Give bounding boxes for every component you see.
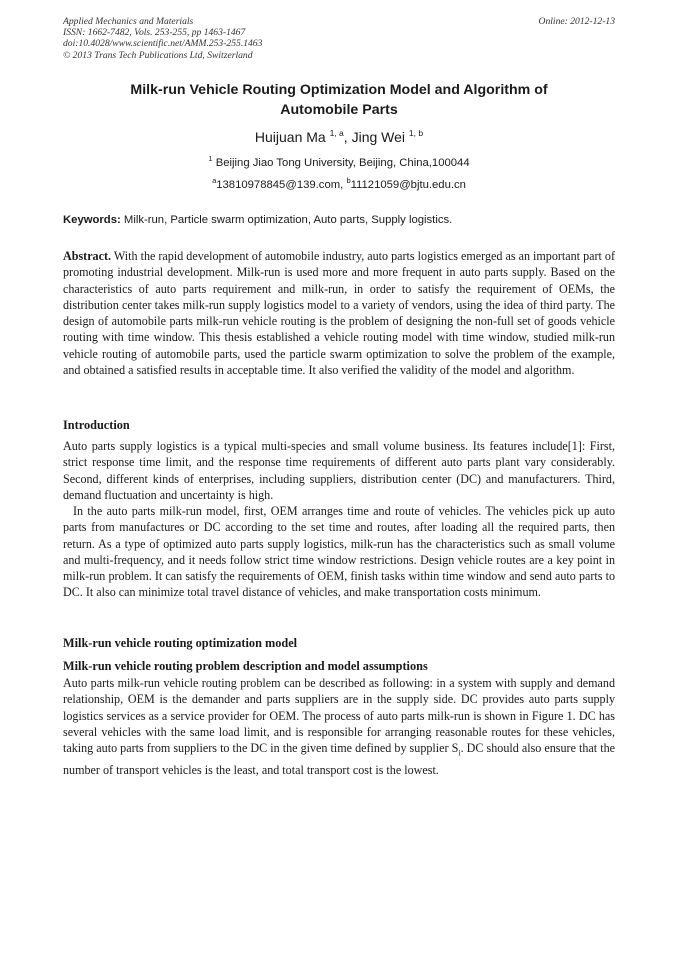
author-emails [63,178,615,192]
author-name: Huijuan Ma [254,129,326,145]
keywords [63,213,615,227]
affiliation-superscript: 1 [208,154,213,163]
paragraph: Auto parts supply logistics is a typical multi-species and small volume business. Its features include[1]: First, strict response time limit, and the response time requirements of different auto parts plant vary considerably. Second, different kinds of enterprises, including suppliers, distribution center (DC) and manufacturers. Third, demand fluctuation and uncertainty is high. [63,439,615,502]
citation-block [63,16,615,61]
author-name: Jing Wei [351,129,406,145]
email-superscript: b [346,176,351,185]
abstract [63,248,615,378]
subscript: i [458,748,461,758]
journal-header [63,16,615,61]
email-link[interactable]: 13810978845@139.com [216,179,341,191]
title-line-2: Automobile Parts [280,101,398,118]
email-superscript: a [212,176,217,185]
section-heading-model: Milk-run vehicle routing optimization model [63,636,298,650]
author-superscript: 1, a [329,128,344,138]
subsection-heading: Milk-run vehicle routing problem description and model assumptions [63,659,428,673]
journal-name: Applied Mechanics and Materials [63,16,194,27]
paper-title [63,81,615,120]
paragraph-text: . DC should also ensure that the number of transport vehicles is the least, and total transport cost is the lowest. [63,741,615,777]
email-separator: , [340,179,347,191]
abstract-text: With the rapid development of automobile industry, auto parts logistics emerged as an important part of promoting industrial development. Milk-run is used more and more frequent in auto parts supply. Based on the characteristics of auto parts requirement and milk-run, in order to satisfy the requirement of OEMs, the distribution center takes milk-run supply logistics model to a variety of vendors, using the idea of third party. The design of automobile parts milk-run vehicle routing is the problem of designing the non-full set of goods vehicle routing with time window. This thesis established a vehicle routing model with time window, studied milk-run vehicle routing of automobile parts, used the particle swarm optimization to solve the problem of the example, and obtained a satisfied results in acceptable time. It also verified the validity of the model and algorithm. [63,249,615,377]
doi-line: doi:10.4028/www.scientific.net/AMM.253-255.1463 [63,38,263,50]
paragraph-text: Auto parts milk-run vehicle routing problem can be described as following: in a system with supply and demand relationship, OEM is the demander and parts suppliers are in the supply side. DC provides auto parts supply logistics services as a service provider for OEM. The process of auto parts milk-run is shown in Figure 1. DC has several vehicles with the same load limit, and is responsible for arranging reasonable routes for these vehicles, taking auto parts from suppliers to the DC in the given time defined by supplier S [63,676,615,755]
model-paragraph [63,675,615,778]
paragraph: In the auto parts milk-run model, first, OEM arranges time and route of vehicles. The vehicles pick up auto parts from manufactures or DC according to the set time and routes, after loading all the required parts, then return. As a type of optimized auto parts supply logistics, milk-run has the characteristics such as small volume and multi-frequency, and it needs follow strict time window restrictions. Design vehicle routes are a key point in milk-run problem. It can satisfy the requirements of OEM, finish tasks within time window and send auto parts to DC. It also can minimize total travel distance of vehicles, and make transportation costs minimum. [63,504,615,600]
author-separator: , [343,129,352,145]
author-superscript: 1, b [408,128,424,138]
section-heading-introduction: Introduction [63,418,130,432]
abstract-label: Abstract. [63,249,112,263]
author-list [63,128,615,146]
email-link[interactable]: 11121059@bjtu.edu.cn [350,179,466,191]
keywords-label: Keywords: [63,214,121,226]
online-date: Online: 2012-12-13 [538,16,615,27]
affiliation [63,156,615,170]
introduction-body [63,438,615,601]
copyright-line: © 2013 Trans Tech Publications Ltd, Switzerland [63,49,253,61]
keywords-text: Milk-run, Particle swarm optimization, Auto parts, Supply logistics. [123,214,453,226]
issn-line: ISSN: 1662-7482, Vols. 253-255, pp 1463-1467 [63,27,246,39]
affiliation-text: Beijing Jiao Tong University, Beijing, China,100044 [215,157,470,169]
title-line-1: Milk-run Vehicle Routing Optimization Model and Algorithm of [130,82,548,98]
